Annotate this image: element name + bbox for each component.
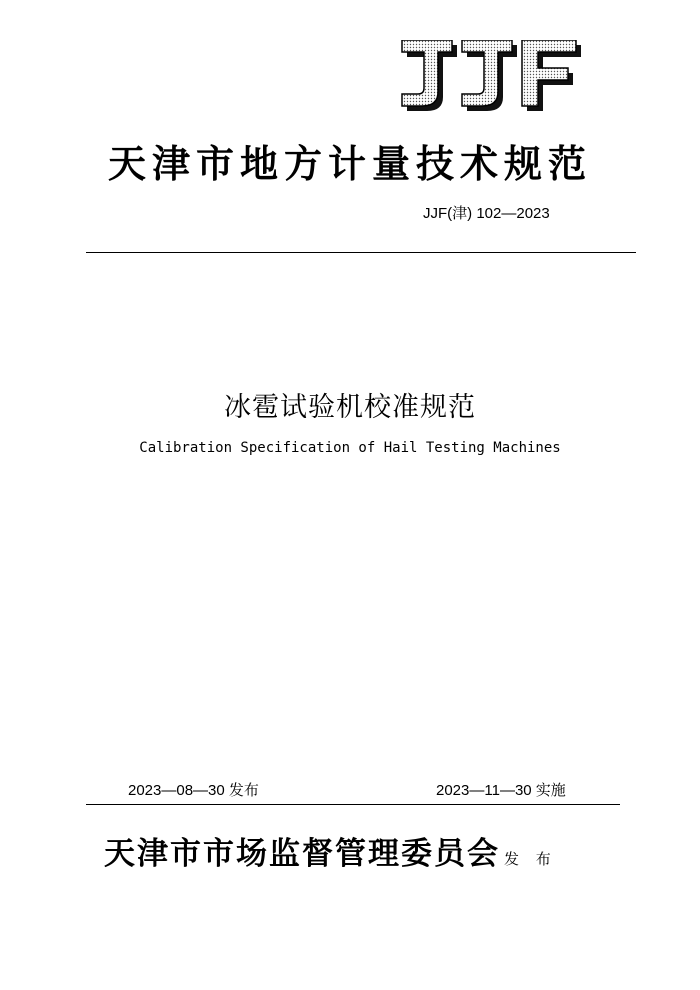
issue-suffix: 发 布 [504, 850, 557, 868]
document-title-chinese: 冰雹试验机校准规范 [224, 392, 476, 423]
issuing-authority [104, 828, 557, 873]
effective-date: 2023—11—30 实施 [436, 782, 566, 799]
standard-number: JJF(津) 102—2023 [423, 205, 550, 222]
bottom-divider [86, 804, 620, 805]
regulation-series-title: 天津市地方计量技术规范 [107, 141, 592, 186]
document-title-english: Calibration Specification of Hail Testing Machines [139, 440, 561, 456]
publish-date: 2023—08—30 发布 [128, 782, 259, 799]
top-divider [86, 252, 636, 253]
issuer-name: 天津市市场监督管理委员会 [104, 836, 500, 872]
jjf-logo [400, 40, 585, 115]
